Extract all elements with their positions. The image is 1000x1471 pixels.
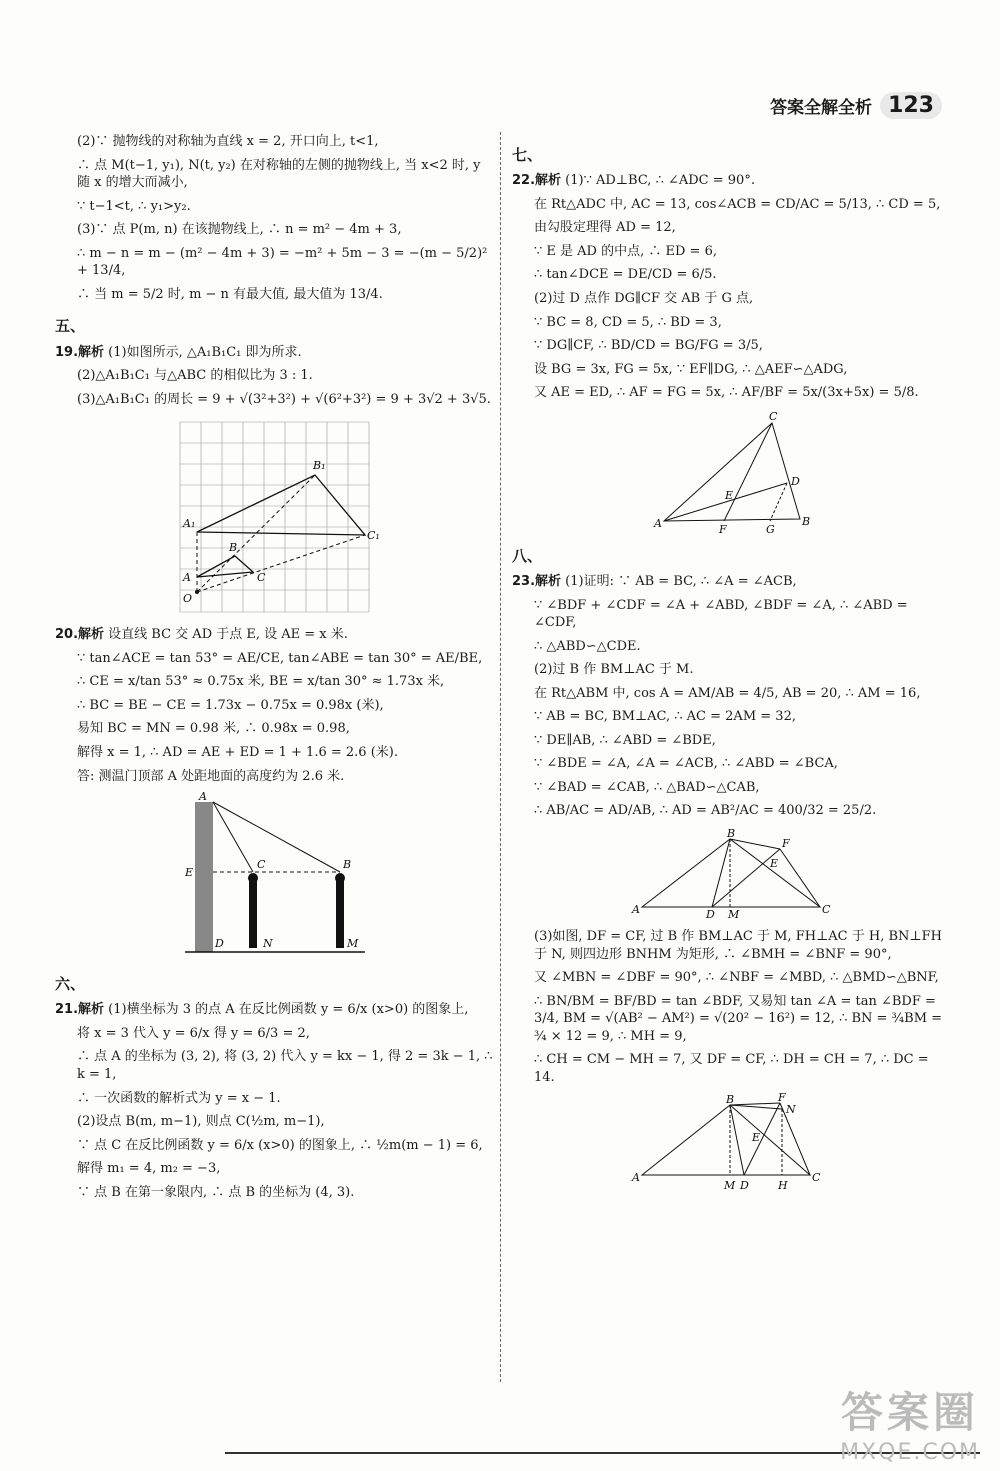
section-heading-8: 八、: [512, 546, 543, 565]
tri23b-label: E: [752, 1131, 761, 1145]
q18-line: ∴ m − n = m − (m² − 4m + 3) = −m² + 5m − 3 = −(m − 5/2)² + 13/4,: [77, 245, 488, 279]
question-number: 20.解析: [55, 627, 105, 643]
q23-line: ∴ △ABD∽△CDE.: [534, 638, 641, 654]
q18-line: (3)∵ 点 P(m, n) 在该抛物线上, ∴ n = m² − 4m + 3,: [77, 222, 402, 238]
tri23a-label: B: [727, 826, 736, 840]
gate-label: A: [199, 790, 207, 804]
left-column: [55, 130, 495, 1204]
grid-label: C: [257, 571, 266, 585]
q23-line: ∴ BN/BM = BF/BD = tan ∠BDF, 又易知 tan ∠A = tan ∠BDF = 3/4, BM = √(AB² − AM²) = √(20² − 16²) = 12, ∴ BN = ¾BM = ¾ × 12 = 9, ∴ MH = 9,: [534, 993, 943, 1044]
q22-line: ∵ DG∥CF, ∴ BD/CD = BG/FG = 3/5,: [534, 338, 763, 354]
q22-line: 由勾股定理得 AD = 12,: [534, 220, 676, 236]
question-number: 21.解析: [55, 1002, 105, 1018]
grid-figure: [175, 417, 380, 617]
section-heading-7: 七、: [512, 146, 543, 164]
tri23a-label: M: [728, 907, 740, 921]
q22-line: (2)过 D 点作 DG∥CF 交 AB 于 G 点,: [534, 290, 754, 306]
q18-line: ∵ t−1<t, ∴ y₁>y₂.: [77, 198, 191, 214]
tri23a-label: D: [706, 907, 715, 921]
origin-point: [195, 590, 199, 594]
grid-label: O: [183, 592, 193, 606]
column-divider: [500, 132, 501, 1382]
q23-line: ∵ AB = BC, BM⊥AC, ∴ AC = 2AM = 32,: [534, 709, 796, 725]
gate-label: N: [263, 937, 273, 951]
q20-line: 易知 BC = MN = 0.98 米, ∴ 0.98x = 0.98,: [77, 721, 350, 737]
grid-label: A₁: [183, 517, 196, 531]
gate-label: B: [343, 858, 352, 872]
gate-label: E: [185, 866, 194, 880]
q23-line: ∵ ∠BAD = ∠CAB, ∴ △BAD∽△CAB,: [534, 779, 760, 795]
q21-line: ∴ 一次函数的解析式为 y = x − 1.: [77, 1090, 281, 1106]
q18-line: (2)∵ 抛物线的对称轴为直线 x = 2, 开口向上, t<1,: [77, 134, 379, 149]
q23-line: (3)如图, DF = CF, 过 B 作 BM⊥AC 于 M, FH⊥AC 于 H, BN⊥FH 于 N, 则四边形 BNHM 为矩形, ∴ ∠BMH = ∠BNF = 90°,: [534, 928, 942, 962]
q22-line: 在 Rt△ADC 中, AC = 13, cos∠ACB = CD/AC = 5/13, ∴ CD = 5,: [534, 196, 941, 212]
tri23a-label: E: [770, 856, 779, 870]
q23-line: ∴ AB/AC = AD/AB, ∴ AD = AB²/AC = 400/32 = 25/2.: [534, 803, 877, 819]
page-number: 123: [880, 92, 942, 119]
q21-line: 将 x = 3 代入 y = 6/x 得 y = 6/3 = 2,: [77, 1025, 310, 1041]
gate-figure: [175, 790, 375, 964]
watermark-url: MXQE.COM: [840, 1440, 980, 1465]
tri22-label: E: [725, 488, 734, 502]
q21-line: (2)设点 B(m, m−1), 则点 C(½m, m−1),: [77, 1114, 325, 1130]
q21-line: (1)横坐标为 3 的点 A 在反比例函数 y = 6/x (x>0) 的图象上,: [108, 1002, 469, 1018]
q20-line: 答: 测温门顶部 A 处距地面的高度约为 2.6 米.: [77, 768, 345, 784]
triangle-figure-23a: [632, 826, 832, 921]
q20-line: ∴ BC = BE − CE = 1.73x − 0.75x = 0.98x (米),: [77, 697, 384, 713]
tri22-label: A: [654, 516, 662, 530]
tri22-label: C: [769, 409, 778, 423]
q22-line: ∵ BC = 8, CD = 5, ∴ BD = 3,: [534, 314, 722, 330]
q20-line: ∴ CE = x/tan 53° ≈ 0.75x 米, BE = x/tan 30° ≈ 1.73x 米,: [77, 674, 445, 690]
watermark-text: 答案圈: [841, 1388, 980, 1437]
grid-label: A: [183, 571, 191, 585]
tri23b-label: N: [786, 1103, 796, 1117]
section-heading-6: 六、: [55, 975, 86, 994]
tri22-label: D: [791, 474, 800, 488]
q19-line: (3)△A₁B₁C₁ 的周长 = 9 + √(3²+3²) + √(6²+3²) = 9 + 3√2 + 3√5.: [77, 391, 491, 407]
q22-line: 设 BG = 3x, FG = 5x, ∵ EF∥DG, ∴ △AEF∽△ADG,: [534, 361, 848, 377]
q23-line: (1)证明: ∵ AB = BC, ∴ ∠A = ∠ACB,: [565, 573, 797, 589]
q22-line: ∴ tan∠DCE = DE/CD = 6/5.: [534, 267, 717, 283]
question-number: 22.解析: [512, 173, 562, 189]
tri23b-label: D: [740, 1179, 749, 1193]
question-number: 23.解析: [512, 573, 562, 589]
tri22-label: B: [802, 514, 811, 528]
grid-label: C₁: [367, 529, 380, 543]
gate-label: C: [257, 858, 266, 872]
q23-line: (2)过 B 作 BM⊥AC 于 M.: [534, 662, 694, 678]
q23-line: ∵ ∠BDE = ∠A, ∠A = ∠ACB, ∴ ∠ABD = ∠BCA,: [534, 756, 838, 772]
tri23b-label: H: [778, 1179, 788, 1193]
section-heading-5: 五、: [55, 317, 86, 336]
tri23b-label: F: [778, 1091, 786, 1105]
watermark: [840, 1380, 980, 1465]
q19-line: (2)△A₁B₁C₁ 与△ABC 的相似比为 3 : 1.: [77, 368, 313, 384]
header-title: 答案全解全析: [770, 98, 873, 118]
q20-line: 解得 x = 1, ∴ AD = AE + ED = 1 + 1.6 = 2.6 (米).: [77, 745, 398, 760]
gate-label: D: [215, 937, 224, 951]
tri23b-label: B: [726, 1093, 735, 1107]
page-header: [770, 92, 942, 119]
q22-line: 又 AE = ED, ∴ AF = FG = 5x, ∴ AF/BF = 5x/(3x+5x) = 5/8.: [534, 385, 919, 401]
q22-line: (1)∵ AD⊥BC, ∴ ∠ADC = 90°.: [565, 173, 755, 189]
q23-line: ∴ CH = CM − MH = 7, 又 DF = CF, ∴ DH = CH = 7, ∴ DC = 14.: [534, 1052, 929, 1085]
tri22-label: G: [766, 522, 775, 536]
tri23a-label: F: [782, 836, 790, 850]
right-column: [512, 135, 952, 1201]
tri23b-label: C: [812, 1171, 821, 1185]
question-number: 19.解析: [55, 344, 105, 360]
q20-line: ∵ tan∠ACE = tan 53° = AE/CE, tan∠ABE = tan 30° = AE/BE,: [77, 650, 483, 666]
gate-label: M: [347, 937, 359, 951]
tri22-label: F: [719, 522, 727, 536]
q23-line: ∵ ∠BDF + ∠CDF = ∠A + ∠ABD, ∠BDF = ∠A, ∴ ∠ABD = ∠CDF,: [534, 597, 908, 631]
q18-line: ∴ 点 M(t−1, y₁), N(t, y₂) 在对称轴的左侧的抛物线上, 当 x<2 时, y 随 x 的增大而减小,: [77, 157, 481, 191]
q18-line: ∴ 当 m = 5/2 时, m − n 有最大值, 最大值为 13/4.: [77, 286, 383, 302]
grid-label: B: [229, 541, 238, 555]
triangle-figure-23b: [632, 1091, 832, 1195]
q20-line: 设直线 BC 交 AD 于点 E, 设 AE = x 米.: [108, 627, 348, 643]
q21-line: ∵ 点 B 在第一象限内, ∴ 点 B 的坐标为 (4, 3).: [77, 1184, 355, 1200]
tri23a-label: C: [822, 902, 831, 916]
q21-line: ∴ 点 A 的坐标为 (3, 2), 将 (3, 2) 代入 y = kx − 1, 得 2 = 3k − 1, ∴ k = 1,: [77, 1049, 493, 1082]
q23-line: 又 ∠MBN = ∠DBF = 90°, ∴ ∠NBF = ∠MBD, ∴ △BMD∽△BNF,: [534, 970, 939, 986]
q21-line: ∵ 点 C 在反比例函数 y = 6/x (x>0) 的图象上, ∴ ½m(m − 1) = 6,: [77, 1137, 483, 1153]
q23-line: ∵ DE∥AB, ∴ ∠ABD = ∠BDE,: [534, 732, 716, 748]
q22-line: ∵ E 是 AD 的中点, ∴ ED = 6,: [534, 243, 717, 259]
q21-line: 解得 m₁ = 4, m₂ = −3,: [77, 1161, 221, 1177]
tri23b-label: M: [724, 1179, 736, 1193]
tri23b-label: A: [632, 1171, 640, 1185]
q23-line: 在 Rt△ABM 中, cos A = AM/AB = 4/5, AB = 20, ∴ AM = 16,: [534, 685, 921, 701]
q19-line: (1)如图所示, △A₁B₁C₁ 即为所求.: [108, 344, 302, 360]
tri23a-label: A: [632, 902, 640, 916]
triangle-figure-22: [652, 411, 812, 536]
grid-label: B₁: [313, 459, 326, 473]
